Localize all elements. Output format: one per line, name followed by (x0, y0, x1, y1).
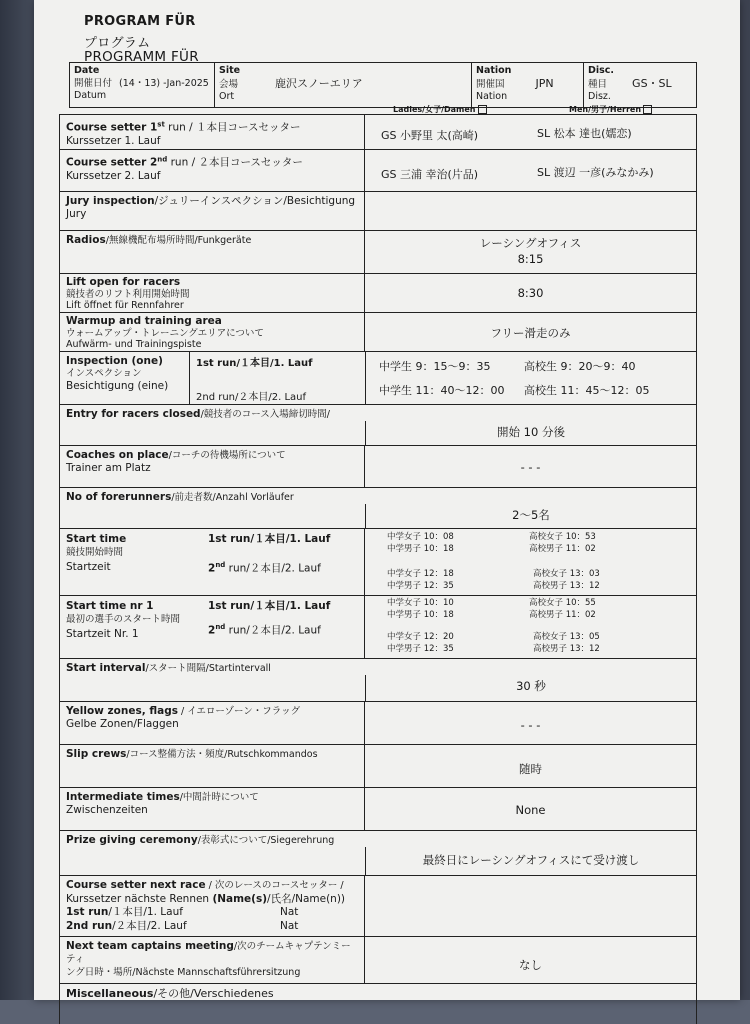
row-value (365, 192, 696, 230)
label-en: Warmup and training area (66, 315, 222, 327)
row-label (60, 352, 190, 404)
label-en: Start time nr 1 (66, 600, 154, 612)
label-rest: /ジュリーインスペクション/Besichtigung (154, 195, 356, 207)
label-en: Slip crews (66, 748, 127, 760)
label-rest: /中間計時について (179, 792, 259, 803)
date-label: Date (74, 65, 100, 76)
row-miscellaneous (60, 984, 696, 1024)
run1-label: 1st run/１本目/1. Lauf (208, 533, 331, 545)
row-start-time (60, 529, 696, 596)
row-label (60, 876, 365, 936)
gs-setter: GS 三浦 幸治(片品) (381, 168, 479, 181)
forerunners-value: 2〜5名 (512, 508, 550, 522)
label-rest: /その他/Verschiedenes (153, 987, 274, 1000)
radios-location: レーシングオフィス (479, 236, 582, 250)
run2-label: 2nd run/２本目/2. Lauf (196, 392, 307, 403)
run2-num: 2 (208, 562, 216, 575)
label-en: Coaches on place (66, 449, 169, 461)
title-english: PROGRAM FÜR (84, 14, 196, 29)
site-label: Site (219, 65, 241, 76)
row-value (365, 446, 696, 487)
first-run2-senior-boys: 高校男子 13：12 (533, 644, 600, 654)
disc-label-de: Disz. (588, 91, 611, 102)
run2-rest: /２本目/2. Lauf (112, 919, 187, 932)
label-rest: /コース整備方法・頻度/Rutschkommandos (126, 749, 318, 760)
run2-num: 2 (208, 624, 216, 637)
row-value (365, 675, 696, 701)
site-value: 鹿沢スノーエリア (275, 76, 363, 90)
row-value (365, 421, 696, 445)
run-labels (190, 352, 366, 404)
entry-closed-value: 開始 10 分後 (497, 425, 565, 439)
date-cell (70, 63, 215, 107)
label-en: Prize giving ceremony (66, 834, 198, 846)
run1-label: 1st run/１本目/1. Lauf (196, 358, 313, 369)
label-en: Miscellaneous (66, 987, 154, 1000)
row-value (365, 313, 696, 351)
program-table (59, 114, 697, 1024)
run2-label: run/２本目/2. Lauf (225, 562, 321, 575)
first-run2-junior-girls: 中学女子 12：20 (387, 632, 454, 642)
run2-en: 2nd run (66, 919, 113, 932)
nation-cell (472, 63, 584, 107)
row-start-interval (60, 659, 696, 702)
label-de: Trainer am Platz (66, 462, 151, 474)
row-value (365, 529, 696, 595)
row-yellow-zones (60, 702, 696, 745)
intermediate-value: None (515, 803, 546, 817)
ladies-label: Ladies/女子/Damen (393, 105, 476, 114)
yellow-value: - - - (520, 718, 541, 732)
start-run2-senior-girls: 高校女子 13：03 (533, 569, 600, 579)
row-label (60, 702, 365, 744)
label-ja: 競技者のリフト利用開始時間 (66, 288, 190, 300)
label-de: Lift öffnet für Rennfahrer (66, 300, 184, 311)
label-de: Aufwärm- und Trainingspiste (66, 339, 202, 350)
row-entry-closed (60, 405, 696, 446)
first-run1-senior-boys: 高校男子 11：02 (529, 610, 596, 620)
slip-value: 随時 (519, 762, 542, 776)
first-run2-junior-boys: 中学男子 12：35 (387, 644, 454, 654)
label-sup: st (157, 120, 165, 128)
row-value (365, 745, 696, 787)
label-rest: /表彰式について/Siegerehrung (197, 835, 335, 846)
row-value (365, 876, 696, 936)
title-german: PROGRAMM FÜR (84, 49, 199, 65)
label-rest: /コーチの待機場所について (168, 450, 286, 461)
row-value (365, 596, 696, 658)
row-label (60, 984, 696, 1024)
nation-value: JPN (535, 76, 554, 90)
row-label (60, 150, 365, 191)
row-prize-giving (60, 831, 696, 876)
row-label (60, 446, 365, 487)
interval-value: 30 秒 (516, 679, 546, 693)
start-run1-junior-boys: 中学男子 10：18 (387, 544, 454, 554)
label-en: Inspection (one) (66, 355, 163, 367)
label-rest: /競技者のコース入場締切時間/ (200, 409, 331, 420)
date-label-ja: 開催日付 (74, 77, 113, 89)
run1-nat: Nat (280, 906, 299, 918)
run2-senior: 高校生 11：45〜12：05 (524, 384, 650, 397)
row-value (365, 788, 696, 830)
label-en: Entry for racers closed (66, 408, 201, 420)
label-de: ング日時・場所/Nächste Mannschaftsführersitzung (66, 967, 301, 978)
men-checkbox[interactable] (643, 105, 652, 114)
row-value (365, 274, 696, 312)
label-de: Kurssetzer nächste Rennen (66, 892, 213, 905)
label-rest: run / １本目コースセッター (164, 121, 301, 134)
label-rest: / 次のレースのコースセッター / (205, 880, 344, 891)
site-label-de: Ort (219, 91, 235, 102)
row-course-setter-1 (60, 115, 696, 150)
label-sup: nd (157, 155, 168, 163)
label-rest: /前走者数/Anzahl Vorläufer (171, 492, 294, 503)
label-de: Kurssetzer 2. Lauf (66, 169, 161, 182)
row-forerunners (60, 488, 696, 529)
date-label-de: Datum (74, 90, 107, 101)
row-value (365, 231, 696, 273)
row-label (60, 596, 365, 658)
first-run1-junior-girls: 中学女子 10：10 (387, 598, 454, 608)
label-en: Course setter 2 (66, 156, 158, 169)
label-name: (Name(s) (212, 892, 268, 905)
row-captains-meeting (60, 937, 696, 984)
label-de: Zwischenzeiten (66, 804, 148, 816)
label-en: Radios (66, 234, 106, 246)
label-en: Intermediate times (66, 791, 180, 803)
label-de: Kurssetzer 1. Lauf (66, 134, 161, 147)
prize-value: 最終日にレーシングオフィスにて受け渡し (422, 853, 640, 867)
start-run2-senior-boys: 高校男子 13：12 (533, 581, 600, 591)
disc-value: GS・SL (632, 76, 672, 90)
date-value: (14・13) -Jan-2025 (119, 77, 209, 89)
label-name-rest: /氏名/Name(n)) (267, 892, 346, 905)
row-label (60, 529, 365, 595)
row-value (365, 702, 696, 744)
row-next-course-setter (60, 876, 696, 937)
label-rest: /無線機配布場所時間/Funkgeräte (105, 235, 252, 246)
captains-value: なし (519, 958, 542, 972)
title-japanese: プログラム (84, 36, 151, 51)
sl-setter: SL 松本 達也(嬬恋) (537, 127, 632, 140)
run1-junior: 中学生 9：15〜9：35 (379, 360, 491, 373)
label-de: Startzeit Nr. 1 (66, 628, 139, 640)
nation-label: Nation (476, 65, 512, 76)
run2-sup: nd (215, 561, 226, 569)
lift-time: 8:30 (517, 286, 544, 300)
row-label (60, 937, 365, 983)
row-warmup-area (60, 313, 696, 352)
label-de: Besichtigung (eine) (66, 380, 169, 392)
row-intermediate-times (60, 788, 696, 831)
nation-label-de: Nation (476, 91, 508, 102)
run2-nat: Nat (280, 919, 299, 932)
row-label (60, 274, 365, 312)
site-label-ja: 会場 (219, 78, 239, 90)
warmup-value: フリー滑走のみ (490, 326, 571, 340)
event-info-box (69, 62, 697, 108)
label-rest: /スタート間隔/Startintervall (145, 663, 271, 674)
run2-label: run/２本目/2. Lauf (225, 624, 321, 637)
run1-senior: 高校生 9：20〜9：40 (524, 360, 636, 373)
run1-rest: /１本目/1. Lauf (108, 906, 183, 918)
start-run1-senior-girls: 高校女子 10：53 (529, 532, 596, 542)
label-rest: run / ２本目コースセッター (167, 156, 303, 169)
ladies-checkbox[interactable] (478, 105, 487, 114)
site-cell (215, 63, 472, 107)
disc-cell (584, 63, 696, 107)
first-run1-senior-girls: 高校女子 10：55 (529, 598, 596, 608)
label-en: Lift open for racers (66, 276, 181, 288)
row-value (365, 115, 696, 149)
label-en: Start interval (66, 662, 146, 674)
row-value (365, 937, 696, 983)
nation-label-ja: 開催国 (476, 78, 505, 90)
row-label (60, 192, 365, 230)
gs-setter: GS 小野里 太(高崎) (381, 129, 479, 142)
label-rest: / イエローゾーン・フラッグ (177, 706, 301, 717)
start-run2-junior-boys: 中学男子 12：35 (387, 581, 454, 591)
first-run2-senior-girls: 高校女子 13：05 (533, 632, 600, 642)
label-ja: インスペクション (66, 367, 142, 379)
label-de: Jury (66, 208, 87, 220)
row-lift-open (60, 274, 696, 313)
coaches-value: - - - (520, 460, 541, 474)
radios-time: 8:15 (517, 252, 544, 266)
label-de: Startzeit (66, 561, 111, 573)
row-slip-crews (60, 745, 696, 788)
row-inspection (60, 352, 696, 405)
row-value (365, 504, 696, 528)
row-label (60, 115, 365, 149)
row-label (60, 231, 365, 273)
row-value (365, 352, 696, 404)
label-en: Next team captains meeting (66, 940, 234, 952)
label-en: Yellow zones, flags (66, 705, 178, 717)
sl-setter: SL 渡辺 一彦(みなかみ) (537, 166, 654, 179)
row-coaches (60, 446, 696, 488)
label-en: Course setter next race (66, 879, 206, 891)
label-rest: /次のチームキャプテンミーティ (66, 941, 351, 965)
run2-junior: 中学生 11：40〜12：00 (379, 384, 505, 397)
label-ja: 競技開始時間 (66, 547, 124, 558)
start-run2-junior-girls: 中学女子 12：18 (387, 569, 454, 579)
run1-label: 1st run/１本目/1. Lauf (208, 600, 331, 612)
row-course-setter-2 (60, 150, 696, 192)
row-label (60, 313, 365, 351)
label-ja: ウォームアップ・トレーニングエリアについて (66, 327, 264, 339)
label-ja: 最初の選手のスタート時間 (66, 614, 181, 625)
run1-en: 1st run (66, 906, 109, 918)
row-label (60, 745, 365, 787)
label-de: Gelbe Zonen/Flaggen (66, 718, 179, 730)
label-en: Start time (66, 533, 127, 545)
label-en: Jury inspection (66, 195, 155, 207)
run2-sup: nd (215, 623, 226, 631)
start-run1-senior-boys: 高校男子 11：02 (529, 544, 596, 554)
label-en: Course setter 1 (66, 121, 158, 134)
start-run1-junior-girls: 中学女子 10：08 (387, 532, 454, 542)
row-label (60, 788, 365, 830)
disc-label-ja: 種目 (588, 78, 608, 90)
label-en: No of forerunners (66, 491, 172, 503)
row-jury-inspection (60, 192, 696, 231)
row-value (365, 847, 696, 875)
men-label: Men/男子/Herren (569, 105, 642, 114)
row-start-time-nr1 (60, 596, 696, 659)
row-radios (60, 231, 696, 274)
disc-label: Disc. (588, 65, 615, 76)
first-run1-junior-boys: 中学男子 10：18 (387, 610, 454, 620)
row-value (365, 150, 696, 191)
